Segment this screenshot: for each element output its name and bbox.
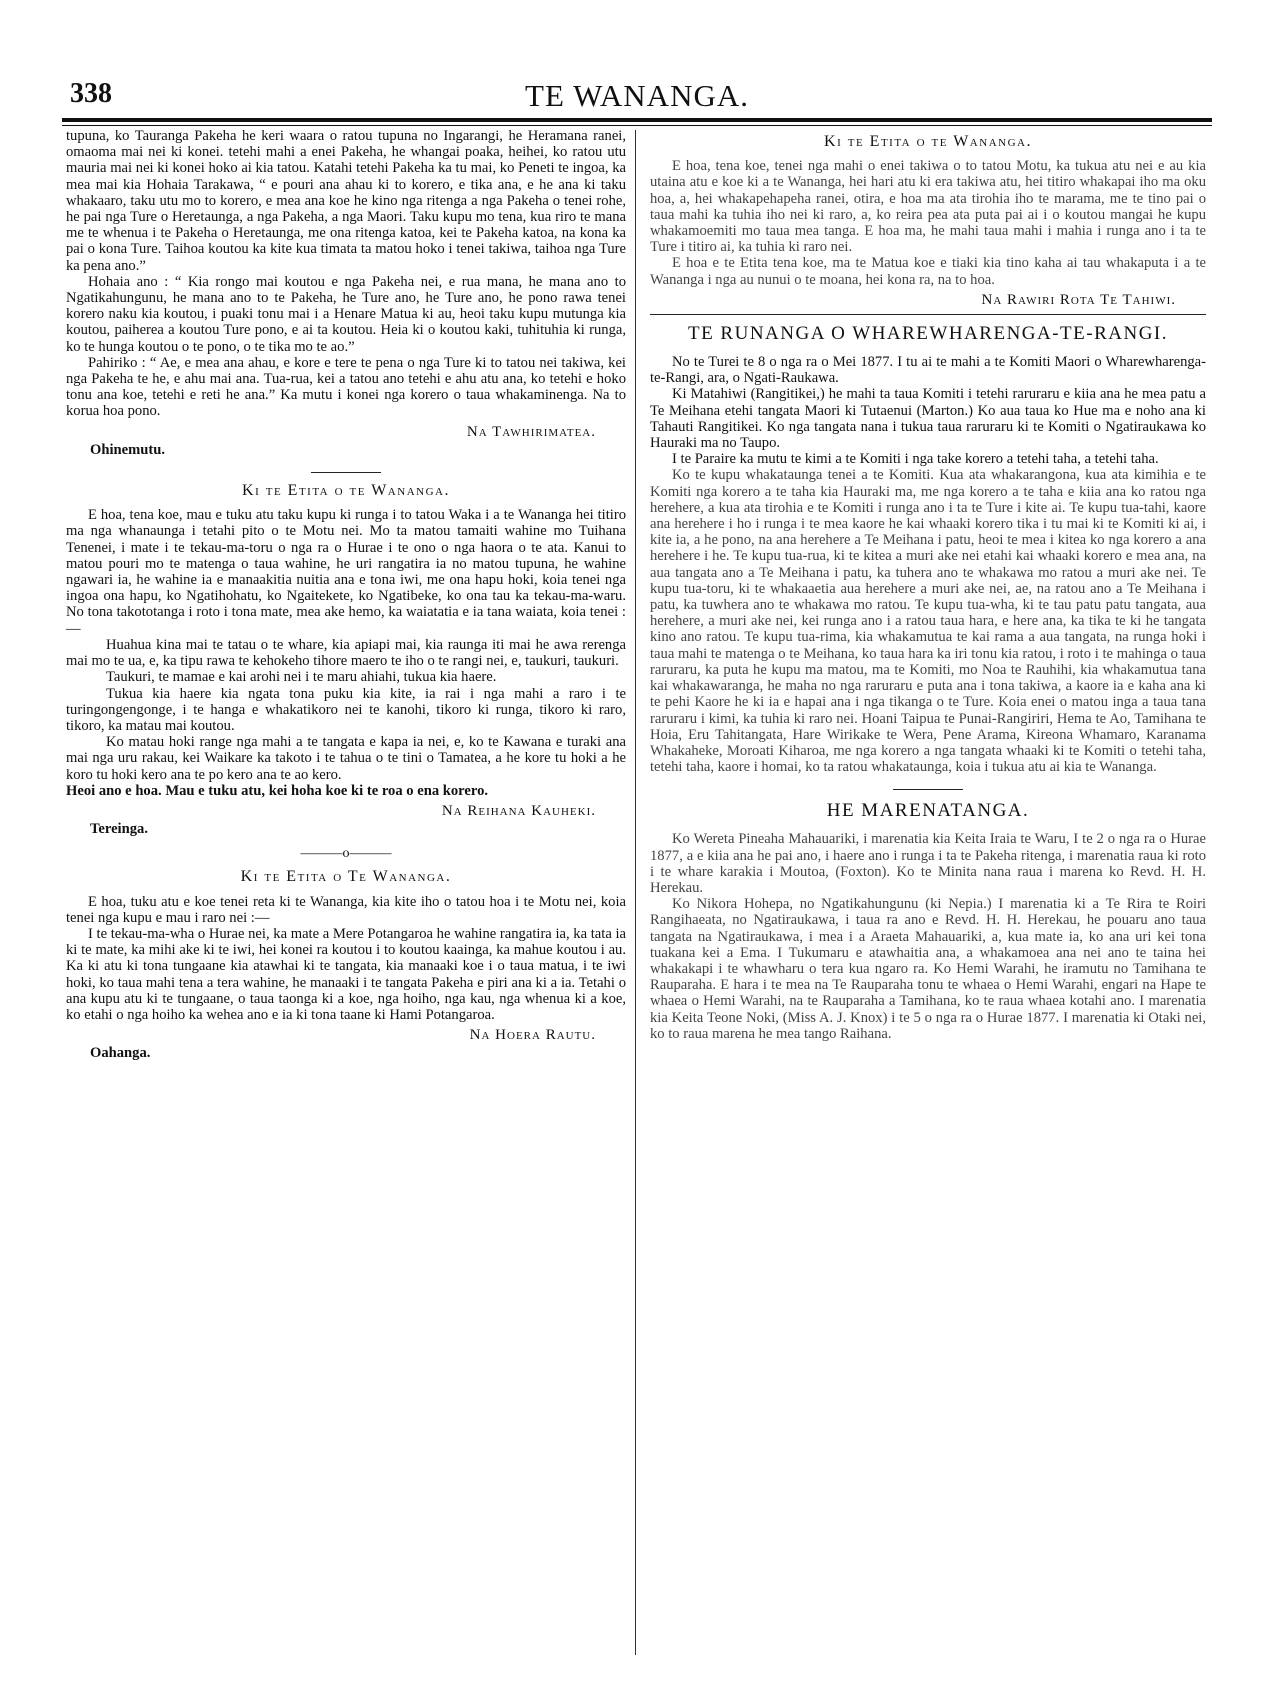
header-rule-thin	[62, 125, 1212, 126]
verse-line: Ko matau hoki range nga mahi a te tangata e kapa ia nei, e, ko te Kawana e turaki ana mai nga uru rakau, kei Waikare ka takoto i te tahua o te tini o Tamatea, a he kore tu hoki a he koro tu hoki kero ana te po kero ana te ao kero.	[66, 734, 626, 783]
letter-heading-2: Ki te Etita o te Wananga.	[242, 482, 450, 500]
letter-body-right: E hoa, tena koe, tenei nga mahi o enei takiwa o to tatou Motu, ka tukua atu nei e au kia utaina atu e koe ki a te Wananga, hei hari atu ki era takiwa atu, hei titiro whakapai iho ma oku hoa, a, hei whakapehapeha ranei, otira, e hoa ma ata tirohia iho te marama, me te tino pai o taua mahi ka tuhia iho nei ki raro, a, ko reira pea ata puta pai ai i o koutou mangai he kupu whakamoemiti mo taua mea tanga. E hoa ma, he mahi taua mahi i mahia i runga ano i ta te Ture i titiro ai, ka tuhia ki raro nei.	[650, 158, 1206, 256]
runanga-heading: TE RUNANGA O WHAREWHARENGA-TE-RANGI.	[687, 323, 1169, 345]
right-column	[650, 128, 1206, 1042]
runanga-paragraph: Ko te kupu whakataunga tenei a te Komiti. Kua ata whakarangona, kua ata kimihia e te Komiti nga korero a te taha kia Hauraki ma, me nga korero a te taha e kiia ana ko ratou nga herehere, a kua ata tirohia e te Komiti i runga ano i ta te Ture i kite ai. Te kupu tua-tahi, kaore ana herehere i ho i runga i te mea kaore he kai whaaki korero tika i tu mai ki te Komiti ki ai, i kite ia, a he pono, na ana herehere a Te Meihana i patu, heoi te mea i kitea ko nga korero a ana herehere i he. Te kupu tua-rua, ki te kitea a muri ake nei etahi kai whaaki korero e mea ana, na aua tangata ano a Te Meihana i patu, ka tuhera ano te whakawa mo ratou a muri ake nei. Te kupu tua-toru, ki te whakaaetia aua herehere a muri ake nei, ae, na ratou ano a Te Meihana i patu, ka tuwhera ano te whakawa mo ratou. Te kupu tua-wha, ki te tau patu patu tangata, aua herehere, a muri ake nei, kei runga ano i a ratou taua hara, e here ana, ka tika te ki he tangata kino ano ratou. Te kupu tua-rima, kia whakamutua te kai rama a aua tangata, na runga hoki i taua mahi te matenga o te Meihana, ko taua hara ka iri tonu kia ratou, i roto i te mahinga o taua raruraru, ka puta he kupu ma matou, ma te Komiti, mo Noa te Rauhihi, kia whakamutua tana kai whakawaranga, he maha no nga raruraru e puta ana i tona takiwa, a kaore ia e kaha ana ki te pehi Kaore he ki ia e hapai ana i nga tikanga o te Ture. Koia enei o matou inga a taua tana raruraru i kimi, ka tuhia ki raro nei. Hoani Taipua te Punai-Rangiriri, Hema te Ao, Tamihana te Hoia, Eru Tahitangata, Hare Wirikake te Wera, Pene Arama, Kireona Whamaro, Karanama Whakaheke, Moroati Kiharoa, me nga korero a nga tangata whaaki ki te Komiti o tetehi taha, tetehi taha, kaore i homai, ko ta ratou whakataunga, koia i tukua atu ai kia te Wananga.	[650, 467, 1206, 776]
section-separator-right	[893, 789, 963, 790]
runanga-paragraph: I te Paraire ka mutu te kimi a te Komiti i nga take korero a tetehi taha, a tetehi taha.	[672, 451, 1159, 468]
page-header	[62, 78, 1212, 118]
header-rule-thick	[62, 118, 1212, 122]
verse-line: Tukua kia haere kia ngata tona puku kia kite, ia rai i nga mahi a raro i te turingongengonge, i te hanga e whakatikoro nei te kanohi, tikoro ki runga, tikoro ki raro, tikoro, ka matau mai koutou.	[66, 685, 626, 734]
letter-heading-right: Ki te Etita o te Wananga.	[824, 133, 1032, 150]
place-tereinga: Tereinga.	[90, 821, 148, 838]
signature-rawiri: Na Rawiri Rota Te Tahiwi.	[981, 291, 1176, 308]
waiata-verse	[66, 637, 626, 783]
verse-line: Huahua kina mai te tatau o te whare, kia apiapi mai, kia raunga iti mai he awa rerenga mai mo te ua, e, ka tipu rawa te kehokeho tihore maero te iho o te rangi nei, e, taukuri, taukuri.	[66, 636, 626, 670]
left-column	[66, 128, 626, 1062]
runanga-paragraph: No te Turei te 8 o nga ra o Mei 1877. I tu ai te mahi a te Komiti Maori o Wharewharenga-te-Rangi, ara, o Ngati-Raukawa.	[650, 354, 1206, 387]
letter-closing-2: Heoi ano e hoa. Mau e tuku atu, kei hoha koe ki te roa o ena korero.	[66, 782, 489, 799]
place-ohinemutu: Ohinemutu.	[90, 441, 166, 458]
place-oahanga: Oahanga.	[90, 1045, 151, 1062]
letter-body-right-2: E hoa e te Etita tena koe, ma te Matua koe e tiaki kia tino kaha ai tau whakaputa i a te Wananga i nga au nunui o te moana, hei kona ra, na to hoa.	[650, 255, 1206, 288]
column-divider	[635, 130, 636, 1655]
letter-body-2: E hoa, tena koe, mau e tuku atu taku kupu ki runga i to tatou Waka i a te Wananga hei titiro ma nga whanaunga i tetahi pito o te Motu nei. Mo ta matou tamaiti wahine mo Tuihana Tenenei, i mate i te tekau-ma-toru o nga ra o Hurae i te ono o nga haora o te ata. Kanui to matou pouri mo te matenga o taua wahine, he uri rangatira ia no matou tupuna, he wahine ngawari ia, he wahine ia e manaakitia nuitia ana e tona iwi, me ona hapu hoki, koia tenei nga ingoa ona hapu, ko Ngatihohatu, ko Ngaitekete, ko Ngatibeke, ko ona tau ka tekau-ma-waru. No tona takototanga i roto i tona mate, mea ake hemo, ka waiatatia e ia tana waiata, koia tenei :—	[66, 507, 626, 637]
newspaper-title: TE WANANGA.	[525, 78, 749, 113]
section-separator	[311, 472, 381, 473]
continued-paragraph: tupuna, ko Tauranga Pakeha he keri waara o ratou tupuna no Ingarangi, he Heramana ranei, omaoma mai nei ki konei. tetehi mahi a enei Pakeha, he whangai poaka, heihei, ko ratou utu mauria mai nei ki konei hoko ai kia tatou. Katahi tetehi Pakeha ka tu mai, ko Peneti te ingoa, ka mea mai kia Hohaia Tarakawa, “ e pouri ana ahau ki to korero, e tika ana, e he ana ki taku whakaaro, taku utu mo to korero, e mea ana koe he kino nga ritenga a nga Pakeha o tenei rohe, he pai nga Ture o Heretaunga, a nga Pakeha, a nga Maori. Taku kupu mo tena, kua riro te mana me te whenua i te Pakeha o Heretaunga, me ona ritenga katoa, kei te Pakeha katoa, na kona ka pai o kona Ture. Taihoa koutou ka kite kua timata ta matou hoko i tenei takiwa, taihoa nga Ture ka pena ano.”	[66, 128, 626, 274]
marena-paragraph: Ko Nikora Hohepa, no Ngatikahungunu (ki Nepia.) I marenatia ki a Te Rira te Roiri Rangihaeata, no Ngatiraukawa, i taua ra ano e Revd. H. H. Herekau, he pouaru ano taua tangata na Ngatiraukawa, i mea i a Araeta Mahauariki, a, kua mate ia, ko ana uri kei tona tuakana kei a Ema. I Tukumaru e atawhaitia ana, a whakamoea ana nei ano te taina hei whakakapi i te whawharu o tera kua ngaro ra. Ko Hemi Warahi, he iramutu no Tamihana te Rauparaha. E hara i te mea na Te Rauparaha tonu te whaea o Hemi Warahi, engari na Hape te whaea o Hemi Warahi, na te Rauparaha a Tamihana, ko te raua whaea kotahi ano. I marenatia kia Keita Teone Noki, (Miss A. J. Knox) i te 5 o nga ra o Hurae 1877. I marenatia ki Otaki nei, ko to raua marena he mea tango Raihana.	[650, 896, 1206, 1042]
runanga-paragraph: Ki Matahiwi (Rangitikei,) he mahi ta taua Komiti i tetehi raruraru e kiia ana he mea patu a Te Meihana etehi tangata Maori ki Tutaenui (Marton.) Ko aua taua ko Hue ma e noho ana ki Tahauti Rangitikei. Ko nga tangata nana i tukua taua raruraru ki te Komiti o Ngatiraukawa ko Hauraki ma no Taupo.	[650, 386, 1206, 452]
section-rule	[650, 314, 1206, 315]
marena-paragraph: Ko Wereta Pineaha Mahauariki, i marenatia kia Keita Iraia te Waru, I te 2 o nga ra o Hurae 1877, a e kiia ana he pai ano, i haere ano i runga i ta te Pakeha ritenga, i marenatia raua ki roto i te whare karakia i Moutoa, (Foxton). Ko te Minita nana raua i marena ko Revd. H. H. Herekau.	[650, 831, 1206, 896]
page-number: 338	[70, 78, 112, 109]
paragraph-hohaia: Hohaia ano : “ Kia rongo mai koutou e nga Pakeha nei, e rua mana, he mana ano to Ngatikahungunu, he mana ano to te Pakeha, he Ture ano, he Ture ano, he pono rawa tenei korero naku kia koutou, i puaki tonu mai i a Henare Matua ki au, heoi taku kupu mutunga kia koutou, paiherea a koutou Ture pono, e ai ta koutou. Heia ki o koutou kaki, tuhituhia ki runga, ko te hunga koutou o te pono, o te tika mo te ao.”	[66, 273, 626, 355]
paragraph-pahiriko: Pahiriko : “ Ae, e mea ana ahau, e kore e tere te pena o nga Ture ki to tatou nei takiwa, kei nga Pakeha te he, e ahu mai ana. Tua-rua, kei a tatou ano tetehi e ahu atu ana, ko tetehi e hoko tonu ana koe, tetehi e reti he ana.” Ka mutu i konei nga korero o taua whakaminenga. Na to korua hoa pono.	[66, 354, 626, 420]
verse-line: Taukuri, te mamae e kai arohi nei i te maru ahiahi, tukua kia haere.	[106, 669, 497, 686]
signature-reihana: Na Reihana Kauheki.	[441, 802, 596, 819]
letter-body-3b: I te tekau-ma-wha o Hurae nei, ka mate a Mere Potangaroa he wahine rangatira ia, ka tata ia ki te mate, ka mihi ake ki te iwi, hei konei ra koutou i to koutou kaainga, ka mahue koutou i au. Ka ki atu ki tona tungaane kia atawhai ki te tangata, kia manaaki koe i o taua matua, i te iwi hoki, ko taua mahi tena a tera wahine, he manaaki i te tangata Pakeha e piri ana ki a ia. Tetahi o ana kupu atu ki te tungaane, o taua taonga ki a koe, nga hoiho, nga kau, nga whenua ki a koe, ko etahi o nga hoiho ka wehea ano e ia ki tona taane ki Hami Potangaroa.	[66, 925, 626, 1023]
marena-heading: HE MARENATANGA.	[826, 800, 1030, 822]
letter-heading-3: Ki te Etita o Te Wananga.	[240, 868, 452, 886]
ornament-separator: ———o———	[300, 846, 392, 862]
signature-tawhirimatea: Na Tawhirimatea.	[466, 423, 596, 440]
letter-body-3: E hoa, tuku atu e koe tenei reta ki te Wananga, kia kite iho o tatou hoa i te Motu nei, koia tenei nga kupu e mau i raro nei :—	[66, 893, 626, 926]
signature-hoera: Na Hoera Rautu.	[469, 1027, 596, 1044]
